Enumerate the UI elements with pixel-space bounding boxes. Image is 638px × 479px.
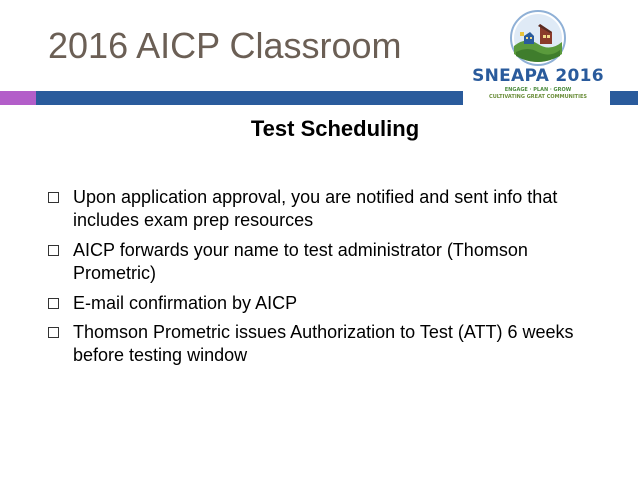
purple-accent-bar — [0, 91, 36, 105]
bullet-text: Thomson Prometric issues Authorization to Test (ATT) 6 weeks before testing window — [73, 321, 574, 366]
checkbox-icon — [48, 245, 59, 256]
sneapa-logo-icon — [468, 10, 608, 66]
slide-subtitle: Test Scheduling — [250, 116, 420, 141]
list-item — [48, 239, 608, 286]
slide-title: 2016 AICP Classroom — [48, 25, 402, 66]
logo-wordmark: SNEAPA 2016 — [472, 66, 604, 86]
checkbox-icon — [48, 298, 59, 309]
list-item — [48, 321, 608, 368]
list-item — [48, 186, 608, 233]
title-underline-bar-right — [610, 91, 638, 105]
bullet-list — [48, 186, 608, 374]
sneapa-logo — [468, 10, 608, 110]
title-underline-bar — [36, 91, 463, 105]
logo-tagline: ENGAGE · PLAN · GROW — [504, 87, 572, 93]
bullet-text: E-mail confirmation by AICP — [73, 292, 298, 313]
checkbox-icon — [48, 192, 59, 203]
list-item — [48, 292, 608, 315]
bullet-text: Upon application approval, you are notified and sent info that includes exam prep resources — [73, 187, 558, 231]
logo-tagline-secondary: CULTIVATING GREAT COMMUNITIES — [489, 94, 587, 100]
bullet-text: AICP forwards your name to test administrator (Thomson Prometric) — [73, 239, 528, 284]
checkbox-icon — [48, 327, 59, 338]
